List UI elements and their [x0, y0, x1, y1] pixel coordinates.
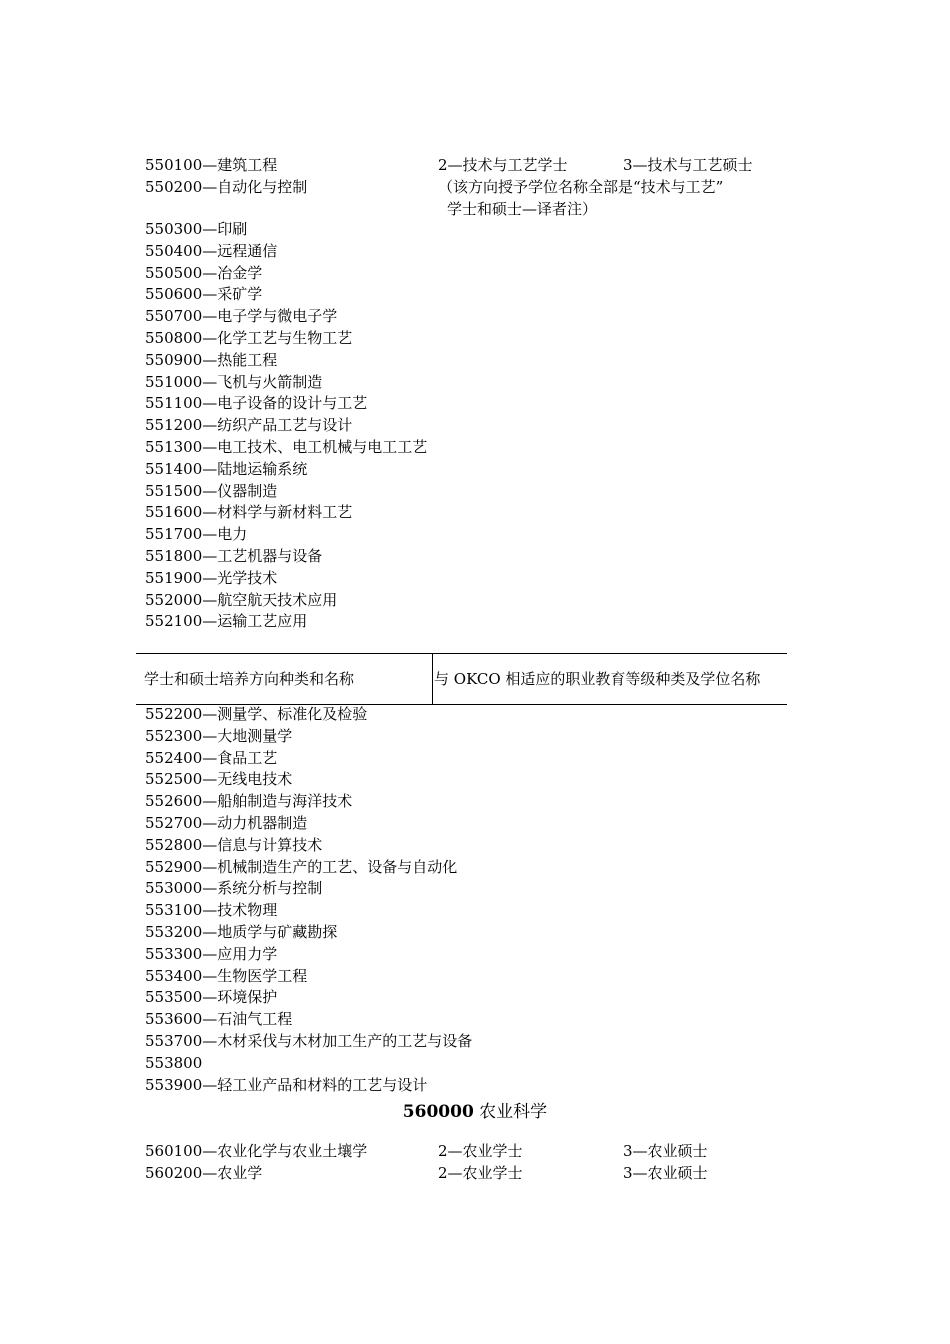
- list-item: 552700—动力机器制造: [145, 813, 308, 832]
- list-item: 552900—机械制造生产的工艺、设备与自动化: [145, 857, 458, 876]
- section-code: 560000: [402, 1102, 474, 1122]
- list-item: 553200—地质学与矿藏勘探: [145, 922, 338, 941]
- list-item: 552100—运输工艺应用: [145, 612, 308, 631]
- list-item: 551700—电力: [145, 525, 248, 544]
- section-title: [0, 1100, 950, 1124]
- row-560200-bachelor: 2—农业学士: [438, 1164, 523, 1182]
- list-item: 551300—电工技术、电工机械与电工工艺: [145, 437, 428, 456]
- list-item: 551200—纺织产品工艺与设计: [145, 416, 353, 435]
- row-560100-bachelor: 2—农业学士: [438, 1142, 523, 1160]
- translator-note-line2: 学士和硕士—译者注）: [447, 200, 598, 218]
- list-item: 553000—系统分析与控制: [145, 879, 323, 898]
- table-header-col1: 学士和硕士培养方向种类和名称: [144, 670, 355, 688]
- list-item: 553300—应用力学: [145, 944, 278, 963]
- table-header: [136, 653, 787, 705]
- list-item: 552200—测量学、标准化及检验: [145, 705, 368, 723]
- list-item: 551400—陆地运输系统: [145, 459, 308, 478]
- list-item: 553900—轻工业产品和材料的工艺与设计: [145, 1075, 428, 1094]
- table-header-col2: 与 OKCO 相适应的职业教育等级种类及学位名称: [434, 670, 761, 688]
- row-550200-code: 550200—自动化与控制: [145, 178, 308, 196]
- row-550100-bachelor: 2—技术与工艺学士: [438, 156, 568, 174]
- row-550100-code: 550100—建筑工程: [145, 156, 278, 174]
- row-560100-code: 560100—农业化学与农业土壤学: [145, 1142, 368, 1160]
- list-item: 550700—电子学与微电子学: [145, 307, 338, 326]
- list-item: 551800—工艺机器与设备: [145, 546, 323, 565]
- list-item: 552400—食品工艺: [145, 748, 278, 767]
- list-item: 550400—远程通信: [145, 241, 278, 260]
- list-item: 552000—航空航天技术应用: [145, 590, 338, 609]
- section-name: 农业科学: [473, 1102, 548, 1122]
- direction-list-1: [145, 219, 427, 633]
- row-560200-code: 560200—农业学: [145, 1164, 263, 1182]
- row-560200-master: 3—农业硕士: [623, 1164, 708, 1182]
- list-item: 551600—材料学与新材料工艺: [145, 503, 353, 522]
- table-header-divider: [432, 654, 433, 704]
- list-item: 552300—大地测量学: [145, 726, 293, 745]
- direction-list-2: [145, 704, 472, 1096]
- list-item: 552800—信息与计算技术: [145, 835, 323, 854]
- row-560100-master: 3—农业硕士: [623, 1142, 708, 1160]
- list-item: 553800: [145, 1053, 203, 1072]
- list-item: 553700—木材采伐与木材加工生产的工艺与设备: [145, 1031, 473, 1050]
- list-item: 550600—采矿学: [145, 285, 263, 304]
- list-item: 553100—技术物理: [145, 901, 278, 920]
- list-item: 551500—仪器制造: [145, 481, 278, 500]
- list-item: 553400—生物医学工程: [145, 966, 308, 985]
- list-item: 551000—飞机与火箭制造: [145, 372, 323, 391]
- row-550100-master: 3—技术与工艺硕士: [623, 156, 753, 174]
- list-item: 550300—印刷: [145, 220, 248, 238]
- list-item: 550800—化学工艺与生物工艺: [145, 328, 353, 347]
- list-item: 553600—石油气工程: [145, 1010, 293, 1029]
- list-item: 553500—环境保护: [145, 988, 278, 1007]
- list-item: 550900—热能工程: [145, 350, 278, 369]
- list-item: 552600—船舶制造与海洋技术: [145, 792, 353, 811]
- list-item: 552500—无线电技术: [145, 770, 293, 789]
- translator-note-line1: （该方向授予学位名称全部是“技术与工艺”: [438, 178, 724, 196]
- list-item: 550500—冶金学: [145, 263, 263, 282]
- list-item: 551100—电子设备的设计与工艺: [145, 394, 368, 413]
- list-item: 551900—光学技术: [145, 568, 278, 587]
